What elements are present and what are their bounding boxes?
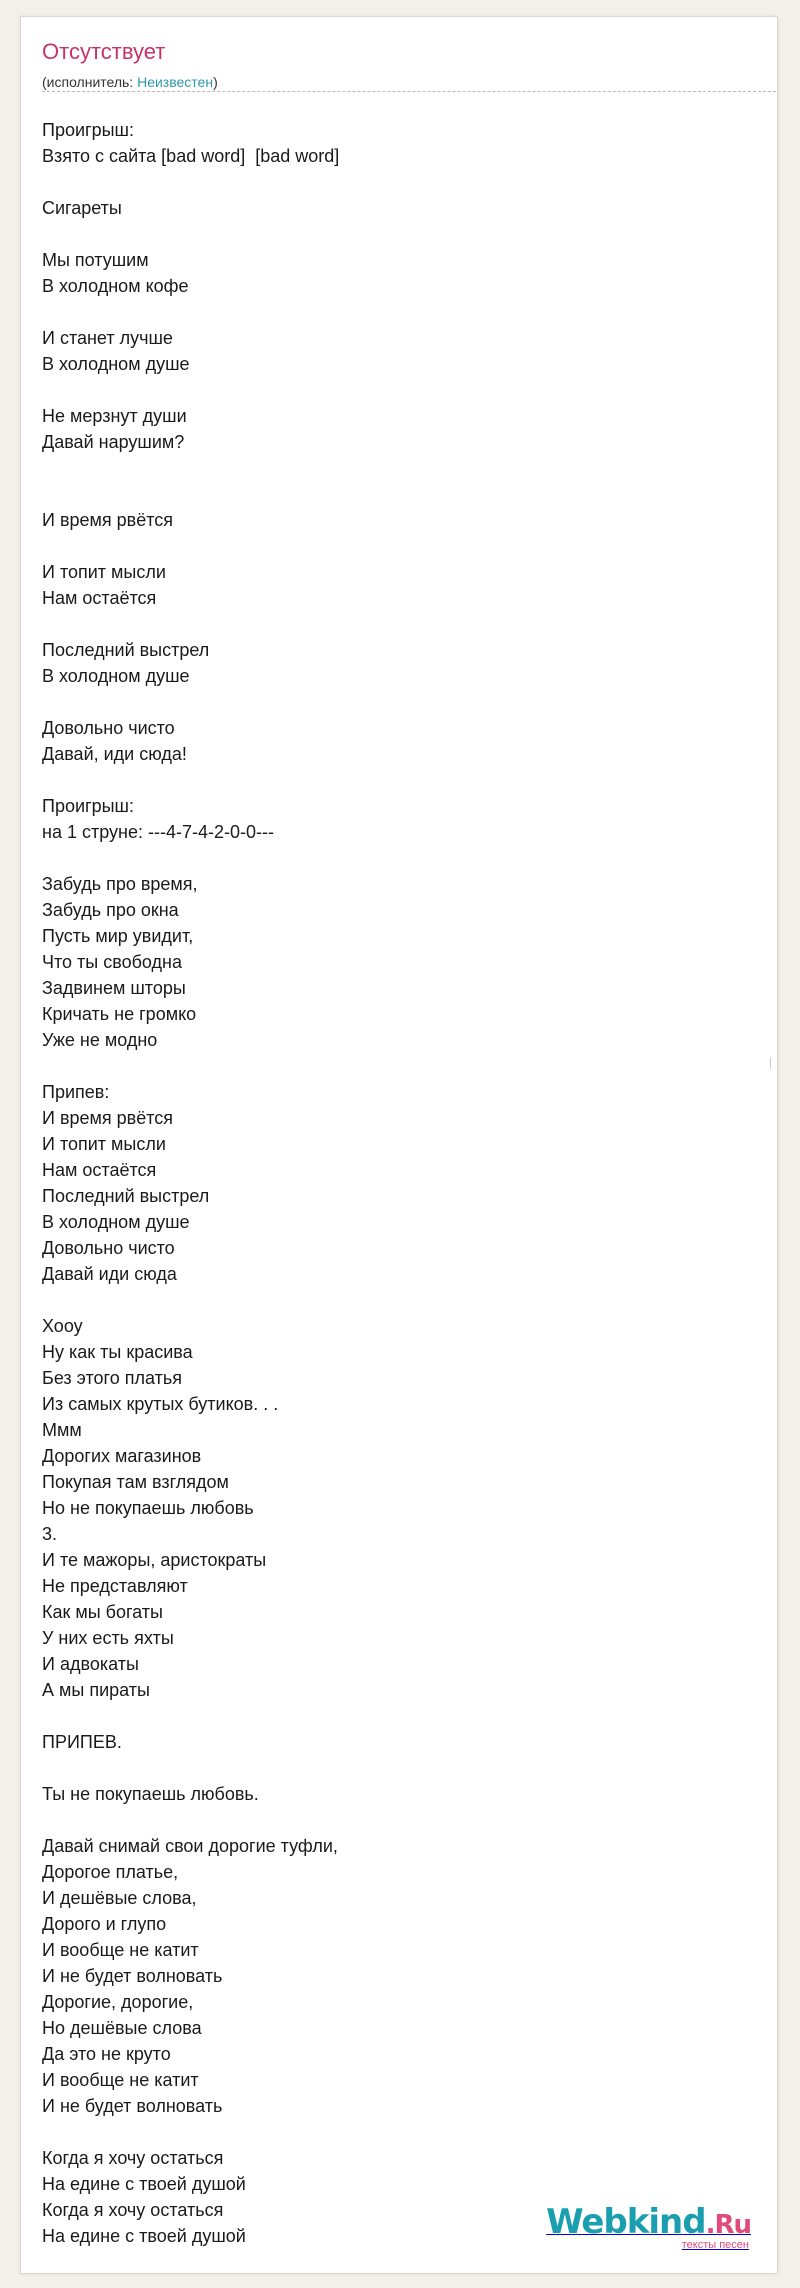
song-title: Отсутствует [42, 39, 166, 64]
artist-line [42, 75, 218, 89]
logo-name: Webkind [546, 2202, 706, 2242]
artist-suffix: ) [213, 74, 218, 90]
artist-link[interactable]: Неизвестен [137, 74, 214, 90]
logo-wordmark [546, 2202, 751, 2242]
lyrics-text: Проигрыш: Взято с сайта [bad word] [bad word] Сигареты Мы потушим В холодном кофе И станет лучше В холодном душе Не мерзнут души Давай нарушим? И время рвётся И топит мысли Нам остаётся Последний выстрел В холодном душе Довольно чисто Давай, иди сюда! Проигрыш: на 1 струне: ---4-7-4-2-0-0--- Забудь про время, Забудь про окна Пусть мир увидит, Что ты свободна Задвинем шторы Кричать не громко Уже не модно Припев: И время рвётся И топит мысли Нам остаётся Последний выстрел В холодном душе Довольно чисто Давай иди сюда Хооу Ну как ты красива Без этого платья Из самых крутых бутиков. . . Ммм Дорогих магазинов Покупая там взглядом Но не покупаешь любовь 3. И те мажоры, аристократы Не представляют Как мы богаты У них есть яхты И адвокаты А мы пираты ПРИПЕВ. Ты не покупаешь любовь. Давай снимай свои дорогие туфли, Дорогое платье, И дешёвые слова, Дорого и глупо И вообще не катит И не будет волновать Дорогие, дорогие, Но дешёвые слова Да это не круто И вообще не катит И не будет волновать Когда я хочу остаться На едине с твоей душой Когда я хочу остаться На едине с твоей душой [42, 120, 340, 2246]
webkind-logo[interactable] [546, 2202, 751, 2251]
logo-tagline: тексты песен [681, 2239, 749, 2251]
lyrics-card [20, 16, 778, 2274]
artist-prefix: (исполнитель: [42, 74, 138, 90]
logo-tld: .Ru [705, 2210, 751, 2240]
edge-mark [770, 1057, 775, 1069]
title-divider [42, 91, 776, 92]
